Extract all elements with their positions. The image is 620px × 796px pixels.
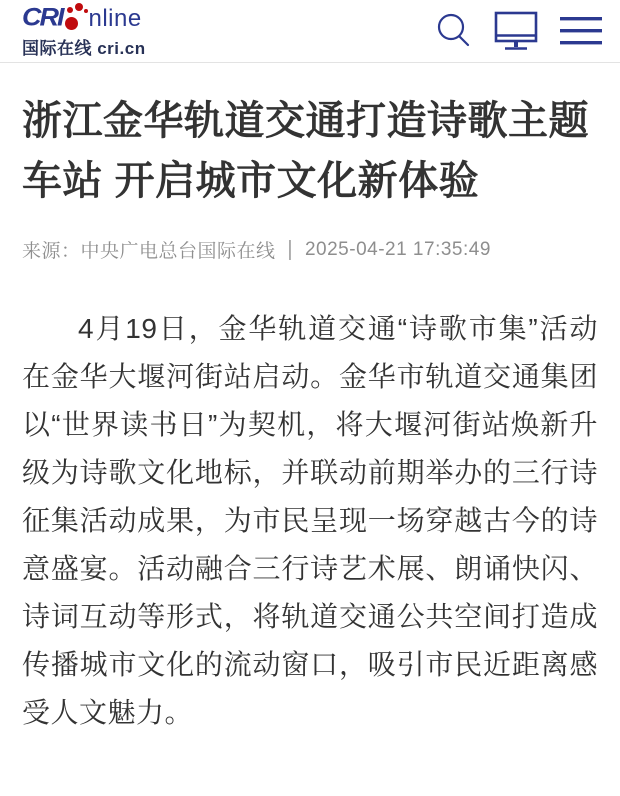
hamburger-menu-icon (560, 16, 602, 46)
logo-cri-text: CRI (22, 3, 63, 31)
publish-datetime: 2025-04-21 17:35:49 (304, 238, 491, 260)
monitor-icon (494, 11, 538, 51)
cri-logo[interactable] (22, 3, 146, 59)
menu-button[interactable] (556, 12, 606, 50)
article-page (0, 91, 620, 773)
search-button[interactable] (432, 8, 476, 54)
cri-logo-wordmark (22, 3, 146, 31)
article-body-paragraph: 4月19日，金华轨道交通“诗歌市集”活动在金华大堰河街站启动。金华市轨道交通集团以“世界读书日”为契机，将大堰河街站焕新升级为诗歌文化地标，并联动前期举办的三行诗征集活动成果，为市民呈现一场穿越古今的诗意盛宴。活动融合三行诗艺术展、朗诵快闪、诗词互动等形式，将轨道交通公共空间打造成传播城市文化的流动窗口，吸引市民近距离感受人文魅力。 (22, 313, 598, 728)
logo-red-dots-icon (65, 3, 88, 31)
article-meta (22, 236, 598, 263)
header-actions (432, 7, 606, 55)
desktop-version-button[interactable] (490, 7, 542, 55)
article-title (22, 91, 598, 211)
meta-separator: | (287, 237, 293, 261)
source-label: 来源： (22, 241, 81, 262)
site-header (0, 0, 620, 63)
search-icon (436, 12, 472, 50)
logo-subtitle: 国际在线 cri.cn (22, 39, 146, 58)
source-name: 中央广电总台国际在线 (80, 241, 276, 262)
logo-online-text: nline (88, 5, 142, 32)
article-title-line2: 车站 开启城市文化新体验 (22, 159, 480, 203)
article-title-line1: 浙江金华轨道交通打造诗歌主题 (22, 99, 589, 143)
